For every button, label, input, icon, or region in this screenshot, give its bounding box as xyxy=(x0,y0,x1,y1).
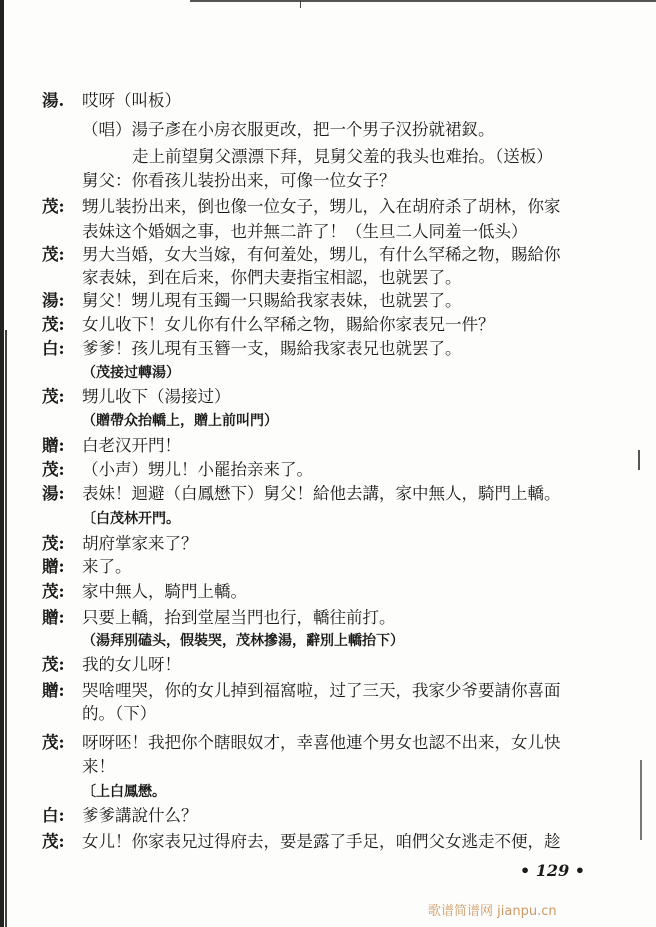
speaker-label: 茂: xyxy=(42,534,65,553)
dialogue-text: 呀呀呸！我把你个瞎眼奴才，幸喜他連个男女也認不出来，女儿快 xyxy=(82,733,561,752)
speaker-label: 白: xyxy=(42,806,65,825)
dialogue-text: 我的女儿呀！ xyxy=(82,655,181,674)
speaker-label: 贈: xyxy=(42,557,65,576)
dialogue-text: 表妹这个婚姻之事，也并無二許了！（生旦二人同羞一低头） xyxy=(82,222,528,241)
speaker-label: 茂: xyxy=(42,197,65,216)
speaker-label: 湯: xyxy=(42,291,65,310)
dialogue-text: 甥儿装扮出来，倒也像一位女子，甥儿，入在胡府杀了胡林，你家 xyxy=(82,197,561,216)
stage-direction: （湯拜別磕头，假裝哭，茂林摻湯，辭別上轎抬下） xyxy=(82,633,404,649)
dialogue-text: 女儿！你家表兄过得府去，要是露了手足，咱們父女逃走不便，趁 xyxy=(82,832,561,851)
dialogue-text: 家表妹，到在后来，你們夫妻指宝相認，也就罢了。 xyxy=(82,268,462,287)
speaker-label: 茂: xyxy=(42,733,65,752)
scan-mark xyxy=(640,760,642,840)
dialogue-text: （唱）湯子彥在小房衣服更改，把一个男子汉扮就裙釵。 xyxy=(82,120,495,139)
dialogue-text: 甥儿收下（湯接过） xyxy=(82,387,231,406)
speaker-label: 茂: xyxy=(42,315,65,334)
dialogue-text: 表妹！迴避（白鳳懋下）舅父！給他去講，家中無人，騎門上轎。 xyxy=(82,484,561,503)
dialogue-text: （小声）甥儿！小罷抬亲来了。 xyxy=(82,460,313,479)
speaker-label: 贈: xyxy=(42,436,65,455)
speaker-label: 茂: xyxy=(42,387,65,406)
speaker-label: 贈: xyxy=(42,608,65,627)
stage-direction: （茂接过轉湯） xyxy=(82,365,180,381)
speaker-label: 茂: xyxy=(42,655,65,674)
dialogue-text: 胡府掌家来了？ xyxy=(82,534,198,553)
speaker-label: 茂: xyxy=(42,245,65,264)
dialogue-text: 女儿收下！女儿你有什么罕稀之物，賜給你家表兄一件？ xyxy=(82,315,495,334)
watermark-domain: jianpu.cn xyxy=(497,904,557,919)
dialogue-text: 家中無人，騎門上轎。 xyxy=(82,582,247,601)
dialogue-text: 来！ xyxy=(82,757,115,776)
dialogue-text: 走上前望舅父漂漂下拜，見舅父羞的我头也难抬。（送板） xyxy=(132,147,553,166)
dialogue-text: 来了。 xyxy=(82,557,132,576)
page-number: • 129 • xyxy=(520,861,585,880)
speaker-label: 湯. xyxy=(42,91,65,110)
dialogue-text: 哭啥哩哭，你的女儿掉到福窩啦，过了三天，我家少爷要請你喜面 xyxy=(82,681,561,700)
dialogue-text: 哎呀（叫板） xyxy=(82,91,181,110)
scan-mark xyxy=(638,450,640,470)
dialogue-text: 白老汉开門！ xyxy=(82,436,181,455)
dialogue-text: 舅父！甥儿現有玉鐲一只賜給我家表妹，也就罢了。 xyxy=(82,291,462,310)
speaker-label: 湯: xyxy=(42,484,65,503)
speaker-label: 茂: xyxy=(42,460,65,479)
stage-direction: 〔上白鳳懋。 xyxy=(82,784,166,800)
dialogue-text: 男大当婚，女大当嫁，有何羞处，甥儿，有什么罕稀之物，賜給你 xyxy=(82,245,561,264)
dialogue-text: 爹爹！孩儿現有玉簪一支，賜給我家表兄也就罢了。 xyxy=(82,339,462,358)
dialogue-text: 只要上轎，抬到堂屋当門也行，轎往前打。 xyxy=(82,608,396,627)
dialogue-text: 舅父：你看孩儿装扮出来，可像一位女子？ xyxy=(82,171,396,190)
stage-direction: （贈帶众抬轎上，贈上前叫門） xyxy=(82,413,278,429)
stage-direction: 〔白茂林开門。 xyxy=(82,511,180,527)
speaker-label: 贈: xyxy=(42,681,65,700)
speaker-label: 茂: xyxy=(42,582,65,601)
page-binding-edge xyxy=(0,0,4,927)
dialogue-text: 的。（下） xyxy=(82,704,157,723)
speaker-label: 白: xyxy=(42,339,65,358)
speaker-label: 茂: xyxy=(42,832,65,851)
scan-mark xyxy=(300,0,301,8)
watermark xyxy=(428,900,557,919)
watermark-site-name: 歌谱简谱网 xyxy=(428,904,494,919)
scan-top-edge xyxy=(190,0,656,2)
page-binding-edge xyxy=(5,330,7,927)
dialogue-text: 爹爹講說什么？ xyxy=(82,806,198,825)
